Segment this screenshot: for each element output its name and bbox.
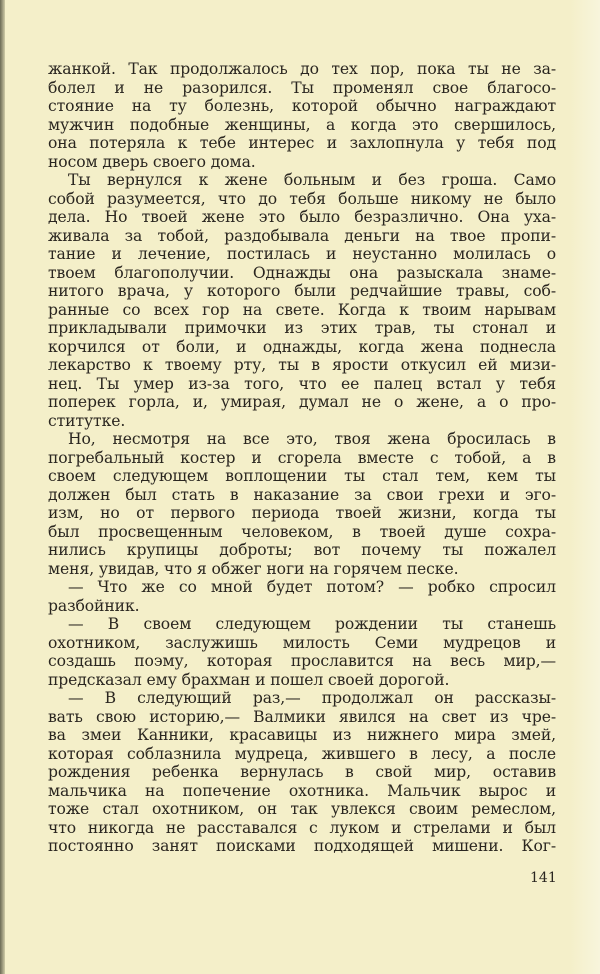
scan-right-edge bbox=[570, 0, 600, 974]
text-line: разбойник. bbox=[48, 596, 140, 615]
text-line: ранные со всех гор на свете. Когда к твоим нарывам bbox=[48, 300, 556, 319]
text-line: рождения ребенка вернулась в свой мир, оставив bbox=[48, 763, 556, 781]
page-number: 141 bbox=[530, 870, 557, 886]
text-line: мальчика на попечение охотника. Мальчик вырос и bbox=[48, 781, 556, 800]
text-line: постоянно занят поисками подходящей мишени. Ког- bbox=[48, 837, 556, 855]
text-line: которая соблазнила мудреца, жившего в лесу, а после bbox=[48, 744, 556, 763]
text-line: Но, несмотря на все это, твоя жена бросилась в bbox=[68, 430, 556, 448]
text-line: своем следующем воплощении ты стал тем, кем ты bbox=[48, 467, 556, 485]
page-body-text bbox=[48, 60, 556, 856]
text-line: меня, увидав, что я обжег ноги на горячем песке. bbox=[48, 559, 459, 578]
text-line: живала за тобой, раздобывала деньги на твое пропи- bbox=[48, 226, 556, 245]
text-line: предсказал ему брахман и пошел своей дорогой. bbox=[48, 670, 450, 689]
text-line: поперек горла, и, умирая, думал не о жене, а о про- bbox=[48, 393, 556, 411]
text-line: лекарство к твоему рту, ты в ярости откусил ей мизи- bbox=[48, 356, 556, 374]
text-line: погребальный костер и сгорела вместе с тобой, а в bbox=[48, 448, 556, 467]
text-line: нитого врача, у которого были редчайшие травы, соб- bbox=[48, 282, 556, 300]
text-line: носом дверь своего дома. bbox=[48, 152, 256, 171]
text-line: прикладывали примочки из этих трав, ты стонал и bbox=[48, 319, 556, 337]
text-line: твоем благополучии. Однажды она разыскала знаме- bbox=[48, 263, 556, 282]
text-line: мужчин подобные женщины, а когда это свершилось, bbox=[48, 115, 556, 134]
text-line: жанкой. Так продолжалось до тех пор, пока ты не за- bbox=[48, 60, 556, 78]
text-line: тание и лечение, постилась и неустанно молилась о bbox=[48, 245, 556, 263]
text-line: стояние на ту болезнь, которой обычно награждают bbox=[48, 97, 556, 115]
text-line: она потеряла к тебе интерес и захлопнула у тебя под bbox=[48, 134, 556, 152]
text-line: нец. Ты умер из-за того, что ее палец встал у тебя bbox=[48, 374, 556, 393]
text-line: вать свою историю,— Валмики явился на свет из чре- bbox=[48, 707, 556, 726]
text-line: что никогда не расставался с луком и стрелами и был bbox=[48, 818, 556, 837]
text-line: тоже стал охотником, он так увлекся своим ремеслом, bbox=[48, 800, 556, 818]
text-line: ва змеи Канники, красавицы из нижнего мира змей, bbox=[48, 726, 556, 744]
text-line: собой разумеется, что до тебя больше никому не было bbox=[48, 189, 556, 208]
text-line: изм, но от первого периода твоей жизни, когда ты bbox=[48, 504, 556, 522]
text-line: должен был стать в наказание за свои грехи и эго- bbox=[48, 485, 556, 504]
scan-left-edge bbox=[0, 0, 5, 974]
text-line: нились крупицы доброты; вот почему ты пожалел bbox=[48, 541, 556, 559]
text-line: охотником, заслужишь милость Семи мудрецов и bbox=[48, 633, 556, 652]
text-line: — Что же со мной будет потом? — робко спросил bbox=[68, 578, 556, 596]
text-line: Ты вернулся к жене больным и без гроша. Само bbox=[68, 171, 556, 189]
text-line: болел и не разорился. Ты променял свое благосо- bbox=[48, 78, 556, 97]
text-line: — В следующий раз,— продолжал он рассказы- bbox=[68, 689, 556, 707]
text-line: — В своем следующем рождении ты станешь bbox=[68, 615, 556, 633]
text-line: дела. Но твоей жене это было безразлично. Она уха- bbox=[48, 208, 556, 226]
text-line: корчился от боли, и однажды, когда жена поднесла bbox=[48, 337, 556, 356]
text-line: был просвещенным человеком, в твоей душе сохра- bbox=[48, 522, 556, 541]
text-line: создашь поэму, которая прославится на весь мир,— bbox=[48, 652, 556, 670]
text-line: ститутке. bbox=[48, 411, 126, 430]
